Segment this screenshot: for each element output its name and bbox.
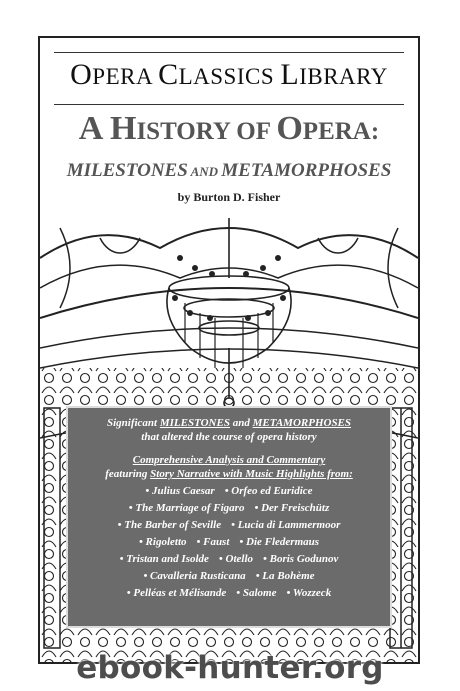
tagline: that altered the course of opera history	[141, 431, 317, 443]
opera-item: • The Marriage of Figaro	[128, 502, 245, 514]
book-cover	[38, 36, 420, 664]
opera-item: • Der Freischütz	[254, 502, 330, 514]
book-subtitle: MILESTONES AND METAMORPHOSES	[66, 160, 392, 181]
opera-item: • Boris Godunov	[263, 553, 339, 565]
opera-item: • The Barber of Seville	[117, 519, 222, 531]
opera-item: • Tristan and Isolde	[119, 553, 209, 565]
series-rule	[54, 104, 404, 105]
opera-item: • Rigoletto	[138, 536, 187, 548]
opera-item: • Cavalleria Rusticana	[143, 570, 246, 582]
book-title: A HISTORY OF OPERA:	[78, 110, 380, 147]
contents-panel	[66, 406, 392, 628]
watermark-text: ebook-hunter.org	[76, 650, 384, 686]
opera-item: • Julius Caesar	[145, 485, 215, 497]
opera-item: • Faust	[196, 536, 230, 548]
analysis-heading: Comprehensive Analysis and Commentary	[132, 454, 326, 466]
author-line: by Burton D. Fisher	[177, 190, 281, 204]
opera-item: • Pelléas et Mélisande	[126, 587, 227, 599]
opera-item: • Lucia di Lammermoor	[231, 519, 341, 531]
opera-item: • Salome	[236, 587, 277, 599]
opera-item: • Die Fledermaus	[239, 536, 320, 548]
opera-list	[68, 483, 390, 602]
series-title: OPERA CLASSICS LIBRARY	[70, 58, 388, 91]
top-rule	[54, 52, 404, 53]
milestones-line: Significant MILESTONES and METAMORPHOSES	[106, 417, 352, 429]
featuring-line: featuring Story Narrative with Music Highlights from:	[105, 468, 353, 480]
opera-item: • La Bohème	[255, 570, 315, 582]
opera-item: • Wozzeck	[286, 587, 332, 599]
opera-item: • Orfeo ed Euridice	[224, 485, 313, 497]
opera-item: • Otello	[218, 553, 254, 565]
